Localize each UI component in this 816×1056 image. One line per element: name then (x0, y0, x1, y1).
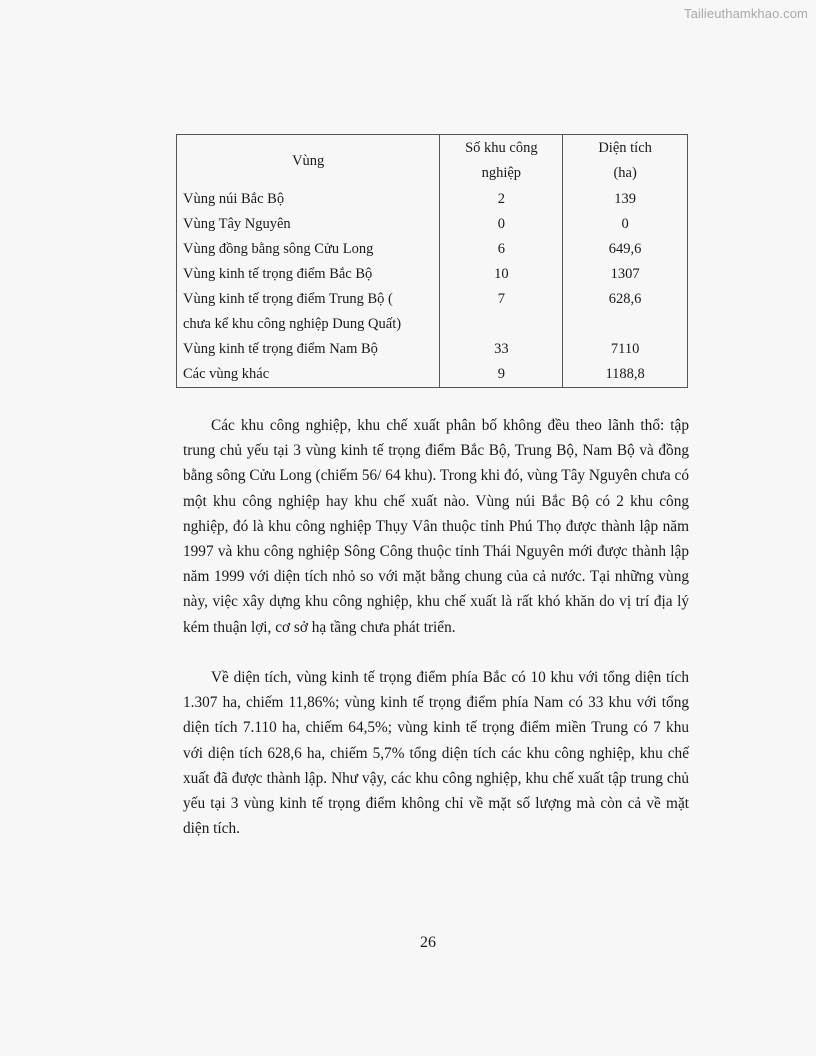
table-row (177, 187, 688, 212)
body-paragraph: Các khu công nghiệp, khu chế xuất phân bố không đều theo lãnh thổ: tập trung chủ yếu tại 3 vùng kinh tế trọng điểm Bắc Bộ, Trung Bộ, Nam Bộ và đồng bằng sông Cửu Long (chiếm 56/ 64 khu). Trong khi đó, vùng Tây Nguyên chưa có một khu công nghiệp hay khu chế xuất nào. Vùng núi Bắc Bộ có 2 khu công nghiệp, đó là khu công nghiệp Thụy Vân thuộc tỉnh Phú Thọ được thành lập năm 1997 và khu công nghiệp Sông Công thuộc tỉnh Thái Nguyên mới được thành lập năm 1999 với diện tích nhỏ so với mặt bằng chung của cả nước. Tại những vùng này, việc xây dựng khu công nghiệp, khu chế xuất là rất khó khăn do vị trí địa lý kém thuận lợi, cơ sở hạ tầng chưa phát triển. (183, 417, 689, 636)
industrial-zones-table-container (176, 134, 688, 388)
cell-count: 9 (440, 362, 563, 388)
cell-area: 139 (563, 187, 688, 212)
table-row (177, 212, 688, 237)
cell-region: Vùng kinh tế trọng điểm Nam Bộ (177, 337, 440, 362)
cell-area: 7110 (563, 337, 688, 362)
header-zone-count-line1: Số khu công (465, 140, 538, 156)
page-number: 26 (420, 934, 436, 951)
table-row (177, 237, 688, 262)
body-paragraph-1-container (183, 413, 689, 640)
cell-region: Vùng núi Bắc Bộ (177, 187, 440, 212)
cell-count: 0 (440, 212, 563, 237)
cell-region: Vùng Tây Nguyên (177, 212, 440, 237)
cell-region: Vùng kinh tế trọng điểm Bắc Bộ (177, 262, 440, 287)
cell-count (440, 312, 563, 337)
table-row (177, 287, 688, 312)
table-row (177, 312, 688, 337)
cell-area (563, 312, 688, 337)
cell-region: chưa kể khu công nghiệp Dung Quất) (177, 312, 440, 337)
cell-area: 649,6 (563, 237, 688, 262)
header-area-line1: Diện tích (598, 140, 652, 156)
cell-count: 7 (440, 287, 563, 312)
cell-area: 0 (563, 212, 688, 237)
cell-count: 10 (440, 262, 563, 287)
cell-region: Vùng kinh tế trọng điểm Trung Bộ ( (177, 287, 440, 312)
cell-count: 2 (440, 187, 563, 212)
header-area (563, 135, 688, 188)
cell-count: 6 (440, 237, 563, 262)
table-header-row (177, 135, 688, 188)
header-zone-count-line2: nghiệp (481, 165, 522, 181)
body-paragraph: Về diện tích, vùng kinh tế trọng điểm phía Bắc có 10 khu với tổng diện tích 1.307 ha, chiếm 11,86%; vùng kinh tế trọng điểm phía Nam có 33 khu với tổng diện tích 7.110 ha, chiếm 64,5%; vùng kinh tế trọng điểm miền Trung có 7 khu với diện tích 628,6 ha, chiếm 5,7% tổng diện tích các khu công nghiệp, khu chế xuất đã được thành lập. Như vậy, các khu công nghiệp, khu chế xuất tập trung chủ yếu tại 3 vùng kinh tế trọng điểm không chỉ về mặt số lượng mà còn cả về mặt diện tích. (183, 669, 689, 838)
cell-area: 628,6 (563, 287, 688, 312)
cell-region: Các vùng khác (177, 362, 440, 388)
header-area-line2: (ha) (613, 165, 637, 181)
industrial-zones-table (176, 134, 688, 388)
body-paragraph-2-container (183, 665, 689, 841)
cell-area: 1188,8 (563, 362, 688, 388)
table-row (177, 262, 688, 287)
header-zone-count (440, 135, 563, 188)
table-row (177, 337, 688, 362)
header-region: Vùng (177, 135, 440, 188)
cell-count: 33 (440, 337, 563, 362)
cell-region: Vùng đồng bằng sông Cửu Long (177, 237, 440, 262)
table-row (177, 362, 688, 388)
cell-area: 1307 (563, 262, 688, 287)
watermark: Tailieuthamkhao.com (683, 6, 808, 21)
